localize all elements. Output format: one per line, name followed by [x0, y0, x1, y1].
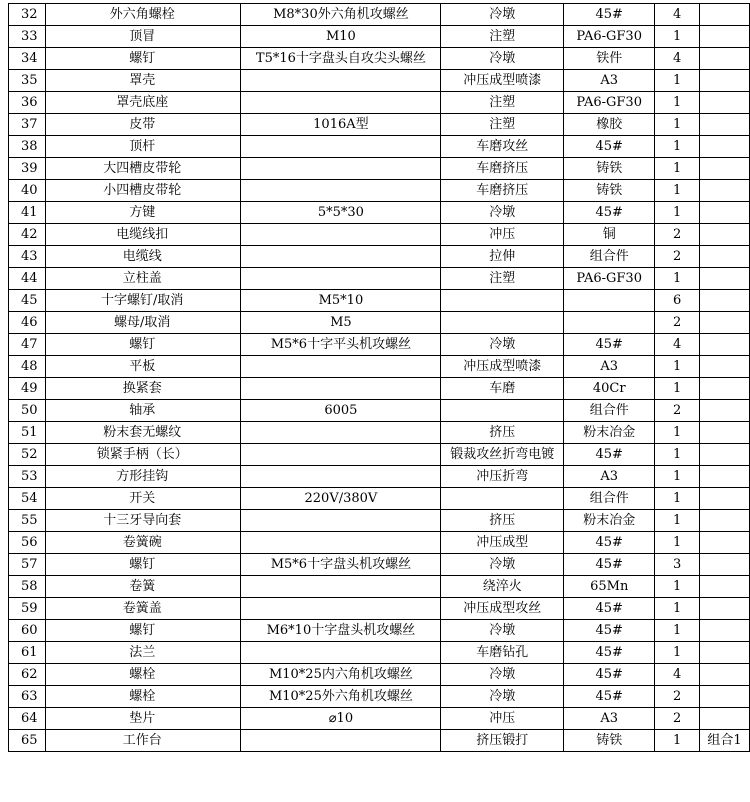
part-name-cell: 顶冒 [45, 26, 241, 48]
note-cell [700, 488, 750, 510]
part-name-cell: 电缆线扣 [45, 224, 241, 246]
process-cell: 冲压折弯 [441, 466, 564, 488]
material-cell: 45# [564, 334, 655, 356]
table-row [9, 26, 750, 48]
spec-cell: M5*6十字平头机攻螺丝 [241, 334, 441, 356]
quantity-cell: 1 [655, 422, 700, 444]
process-cell [441, 488, 564, 510]
note-cell [700, 70, 750, 92]
table-row [9, 620, 750, 642]
quantity-cell: 1 [655, 180, 700, 202]
note-cell [700, 312, 750, 334]
spec-cell: 220V/380V [241, 488, 441, 510]
material-cell: A3 [564, 70, 655, 92]
note-cell [700, 246, 750, 268]
material-cell: 45# [564, 686, 655, 708]
material-cell: A3 [564, 356, 655, 378]
spec-cell: T5*16十字盘头自攻尖头螺丝 [241, 48, 441, 70]
material-cell: 粉末冶金 [564, 510, 655, 532]
part-name-cell: 螺栓 [45, 664, 241, 686]
part-name-cell: 顶杆 [45, 136, 241, 158]
row-number-cell: 49 [9, 378, 46, 400]
note-cell [700, 466, 750, 488]
process-cell: 车磨 [441, 378, 564, 400]
row-number-cell: 57 [9, 554, 46, 576]
row-number-cell: 35 [9, 70, 46, 92]
row-number-cell: 48 [9, 356, 46, 378]
note-cell [700, 400, 750, 422]
table-row [9, 510, 750, 532]
part-name-cell: 大四槽皮带轮 [45, 158, 241, 180]
part-name-cell: 小四槽皮带轮 [45, 180, 241, 202]
spec-cell: ⌀10 [241, 708, 441, 730]
spec-cell: 1016A型 [241, 114, 441, 136]
material-cell: 橡胶 [564, 114, 655, 136]
table-row [9, 664, 750, 686]
process-cell: 冲压成型喷漆 [441, 356, 564, 378]
note-cell [700, 26, 750, 48]
spec-cell [241, 268, 441, 290]
spec-cell [241, 136, 441, 158]
note-cell [700, 290, 750, 312]
row-number-cell: 51 [9, 422, 46, 444]
note-cell [700, 708, 750, 730]
process-cell: 冲压 [441, 224, 564, 246]
note-cell [700, 664, 750, 686]
quantity-cell: 2 [655, 686, 700, 708]
spec-cell [241, 510, 441, 532]
material-cell: 组合件 [564, 400, 655, 422]
part-name-cell: 螺栓 [45, 686, 241, 708]
spec-cell [241, 246, 441, 268]
note-cell [700, 356, 750, 378]
part-name-cell: 螺钉 [45, 620, 241, 642]
quantity-cell: 1 [655, 576, 700, 598]
part-name-cell: 法兰 [45, 642, 241, 664]
spec-cell: M10*25内六角机攻螺丝 [241, 664, 441, 686]
note-cell: 组合1 [700, 730, 750, 752]
part-name-cell: 卷簧盖 [45, 598, 241, 620]
part-name-cell: 螺钉 [45, 48, 241, 70]
quantity-cell: 1 [655, 26, 700, 48]
quantity-cell: 1 [655, 356, 700, 378]
table-row [9, 730, 750, 752]
quantity-cell: 2 [655, 400, 700, 422]
process-cell: 锻裁攻丝折弯电镀 [441, 444, 564, 466]
spec-cell [241, 92, 441, 114]
row-number-cell: 45 [9, 290, 46, 312]
table-row [9, 444, 750, 466]
table-row [9, 114, 750, 136]
process-cell: 注塑 [441, 114, 564, 136]
material-cell: PA6-GF30 [564, 92, 655, 114]
spec-cell [241, 598, 441, 620]
process-cell: 注塑 [441, 92, 564, 114]
material-cell: 45# [564, 620, 655, 642]
spec-cell [241, 576, 441, 598]
row-number-cell: 60 [9, 620, 46, 642]
table-row [9, 400, 750, 422]
table-row [9, 246, 750, 268]
process-cell [441, 312, 564, 334]
table-row [9, 312, 750, 334]
part-name-cell: 开关 [45, 488, 241, 510]
quantity-cell: 1 [655, 488, 700, 510]
quantity-cell: 1 [655, 70, 700, 92]
table-row [9, 532, 750, 554]
table-row [9, 180, 750, 202]
table-row [9, 422, 750, 444]
note-cell [700, 114, 750, 136]
row-number-cell: 61 [9, 642, 46, 664]
row-number-cell: 32 [9, 4, 46, 26]
part-name-cell: 外六角螺栓 [45, 4, 241, 26]
material-cell: 45# [564, 532, 655, 554]
part-name-cell: 螺钉 [45, 334, 241, 356]
row-number-cell: 34 [9, 48, 46, 70]
row-number-cell: 46 [9, 312, 46, 334]
spec-cell [241, 466, 441, 488]
spec-cell: M10*25外六角机攻螺丝 [241, 686, 441, 708]
parts-table [8, 3, 750, 752]
spec-cell: M10 [241, 26, 441, 48]
table-row [9, 136, 750, 158]
process-cell: 冷墩 [441, 334, 564, 356]
material-cell: 45# [564, 136, 655, 158]
spec-cell [241, 356, 441, 378]
row-number-cell: 63 [9, 686, 46, 708]
process-cell: 冷墩 [441, 4, 564, 26]
part-name-cell: 十字螺钉/取消 [45, 290, 241, 312]
note-cell [700, 378, 750, 400]
quantity-cell: 2 [655, 312, 700, 334]
quantity-cell: 4 [655, 664, 700, 686]
spec-cell: 5*5*30 [241, 202, 441, 224]
spec-cell [241, 444, 441, 466]
spec-cell [241, 158, 441, 180]
part-name-cell: 卷簧 [45, 576, 241, 598]
row-number-cell: 44 [9, 268, 46, 290]
row-number-cell: 39 [9, 158, 46, 180]
table-row [9, 642, 750, 664]
quantity-cell: 3 [655, 554, 700, 576]
note-cell [700, 620, 750, 642]
part-name-cell: 卷簧碗 [45, 532, 241, 554]
process-cell: 拉伸 [441, 246, 564, 268]
process-cell: 冲压成型 [441, 532, 564, 554]
note-cell [700, 136, 750, 158]
process-cell: 注塑 [441, 268, 564, 290]
note-cell [700, 422, 750, 444]
part-name-cell: 立柱盖 [45, 268, 241, 290]
quantity-cell: 4 [655, 48, 700, 70]
note-cell [700, 92, 750, 114]
material-cell: 45# [564, 598, 655, 620]
row-number-cell: 52 [9, 444, 46, 466]
quantity-cell: 1 [655, 532, 700, 554]
table-row [9, 488, 750, 510]
row-number-cell: 50 [9, 400, 46, 422]
material-cell: 粉末冶金 [564, 422, 655, 444]
process-cell: 冷墩 [441, 686, 564, 708]
material-cell: A3 [564, 466, 655, 488]
material-cell: 65Mn [564, 576, 655, 598]
spec-cell: M6*10十字盘头机攻螺丝 [241, 620, 441, 642]
process-cell: 车磨挤压 [441, 180, 564, 202]
row-number-cell: 62 [9, 664, 46, 686]
process-cell: 挤压锻打 [441, 730, 564, 752]
material-cell: 铸铁 [564, 180, 655, 202]
row-number-cell: 58 [9, 576, 46, 598]
quantity-cell: 6 [655, 290, 700, 312]
table-row [9, 598, 750, 620]
part-name-cell: 工作台 [45, 730, 241, 752]
material-cell [564, 290, 655, 312]
material-cell: A3 [564, 708, 655, 730]
process-cell: 挤压 [441, 510, 564, 532]
table-row [9, 334, 750, 356]
spec-cell [241, 224, 441, 246]
quantity-cell: 1 [655, 598, 700, 620]
quantity-cell: 1 [655, 730, 700, 752]
note-cell [700, 180, 750, 202]
process-cell: 绕淬火 [441, 576, 564, 598]
row-number-cell: 33 [9, 26, 46, 48]
material-cell: 铁件 [564, 48, 655, 70]
row-number-cell: 36 [9, 92, 46, 114]
process-cell: 冷墩 [441, 554, 564, 576]
process-cell: 车磨攻丝 [441, 136, 564, 158]
table-row [9, 554, 750, 576]
spec-cell [241, 642, 441, 664]
spec-cell: 6005 [241, 400, 441, 422]
quantity-cell: 1 [655, 378, 700, 400]
quantity-cell: 1 [655, 444, 700, 466]
row-number-cell: 54 [9, 488, 46, 510]
part-name-cell: 皮带 [45, 114, 241, 136]
process-cell: 冲压 [441, 708, 564, 730]
row-number-cell: 53 [9, 466, 46, 488]
material-cell: 45# [564, 642, 655, 664]
note-cell [700, 202, 750, 224]
row-number-cell: 65 [9, 730, 46, 752]
note-cell [700, 48, 750, 70]
part-name-cell: 换紧套 [45, 378, 241, 400]
process-cell: 冷墩 [441, 620, 564, 642]
spec-cell: M5 [241, 312, 441, 334]
row-number-cell: 56 [9, 532, 46, 554]
table-row [9, 356, 750, 378]
process-cell: 车磨钻孔 [441, 642, 564, 664]
row-number-cell: 42 [9, 224, 46, 246]
spec-cell [241, 378, 441, 400]
quantity-cell: 1 [655, 268, 700, 290]
table-row [9, 92, 750, 114]
note-cell [700, 268, 750, 290]
part-name-cell: 轴承 [45, 400, 241, 422]
process-cell: 挤压 [441, 422, 564, 444]
material-cell: 组合件 [564, 488, 655, 510]
quantity-cell: 4 [655, 4, 700, 26]
material-cell: PA6-GF30 [564, 268, 655, 290]
table-row [9, 4, 750, 26]
table-row [9, 378, 750, 400]
quantity-cell: 1 [655, 158, 700, 180]
table-row [9, 158, 750, 180]
process-cell: 冷墩 [441, 48, 564, 70]
note-cell [700, 532, 750, 554]
note-cell [700, 598, 750, 620]
quantity-cell: 1 [655, 114, 700, 136]
quantity-cell: 1 [655, 620, 700, 642]
row-number-cell: 55 [9, 510, 46, 532]
table-row [9, 202, 750, 224]
spec-cell: M5*10 [241, 290, 441, 312]
quantity-cell: 1 [655, 202, 700, 224]
part-name-cell: 方形挂钩 [45, 466, 241, 488]
note-cell [700, 576, 750, 598]
note-cell [700, 224, 750, 246]
quantity-cell: 1 [655, 510, 700, 532]
material-cell: 45# [564, 202, 655, 224]
table-row [9, 576, 750, 598]
material-cell: 铸铁 [564, 730, 655, 752]
part-name-cell: 垫片 [45, 708, 241, 730]
note-cell [700, 4, 750, 26]
row-number-cell: 59 [9, 598, 46, 620]
part-name-cell: 螺母/取消 [45, 312, 241, 334]
row-number-cell: 40 [9, 180, 46, 202]
note-cell [700, 642, 750, 664]
part-name-cell: 粉末套无螺纹 [45, 422, 241, 444]
process-cell: 冷墩 [441, 664, 564, 686]
part-name-cell: 平板 [45, 356, 241, 378]
quantity-cell: 2 [655, 224, 700, 246]
part-name-cell: 锁紧手柄（长） [45, 444, 241, 466]
part-name-cell: 十三牙导向套 [45, 510, 241, 532]
table-row [9, 708, 750, 730]
quantity-cell: 1 [655, 136, 700, 158]
material-cell: 45# [564, 554, 655, 576]
spec-cell [241, 532, 441, 554]
spec-cell: M5*6十字盘头机攻螺丝 [241, 554, 441, 576]
note-cell [700, 158, 750, 180]
table-row [9, 686, 750, 708]
part-name-cell: 方键 [45, 202, 241, 224]
process-cell: 冷墩 [441, 202, 564, 224]
process-cell [441, 400, 564, 422]
table-row [9, 290, 750, 312]
quantity-cell: 1 [655, 92, 700, 114]
material-cell: 45# [564, 4, 655, 26]
quantity-cell: 2 [655, 246, 700, 268]
part-name-cell: 罩壳底座 [45, 92, 241, 114]
note-cell [700, 510, 750, 532]
part-name-cell: 螺钉 [45, 554, 241, 576]
note-cell [700, 554, 750, 576]
part-name-cell: 电缆线 [45, 246, 241, 268]
note-cell [700, 444, 750, 466]
quantity-cell: 4 [655, 334, 700, 356]
table-row [9, 48, 750, 70]
note-cell [700, 686, 750, 708]
row-number-cell: 47 [9, 334, 46, 356]
quantity-cell: 1 [655, 642, 700, 664]
spec-cell [241, 70, 441, 92]
process-cell: 冲压成型喷漆 [441, 70, 564, 92]
row-number-cell: 38 [9, 136, 46, 158]
table-row [9, 466, 750, 488]
material-cell: 铸铁 [564, 158, 655, 180]
quantity-cell: 2 [655, 708, 700, 730]
material-cell: 组合件 [564, 246, 655, 268]
spec-cell [241, 180, 441, 202]
process-cell [441, 290, 564, 312]
row-number-cell: 64 [9, 708, 46, 730]
spec-cell [241, 730, 441, 752]
spec-cell [241, 422, 441, 444]
part-name-cell: 罩壳 [45, 70, 241, 92]
table-row [9, 268, 750, 290]
process-cell: 注塑 [441, 26, 564, 48]
spec-cell: M8*30外六角机攻螺丝 [241, 4, 441, 26]
material-cell: 45# [564, 664, 655, 686]
process-cell: 车磨挤压 [441, 158, 564, 180]
note-cell [700, 334, 750, 356]
row-number-cell: 41 [9, 202, 46, 224]
material-cell: 40Cr [564, 378, 655, 400]
material-cell: 铜 [564, 224, 655, 246]
table-row [9, 70, 750, 92]
material-cell: PA6-GF30 [564, 26, 655, 48]
row-number-cell: 43 [9, 246, 46, 268]
material-cell: 45# [564, 444, 655, 466]
table-row [9, 224, 750, 246]
row-number-cell: 37 [9, 114, 46, 136]
quantity-cell: 1 [655, 466, 700, 488]
process-cell: 冲压成型攻丝 [441, 598, 564, 620]
material-cell [564, 312, 655, 334]
